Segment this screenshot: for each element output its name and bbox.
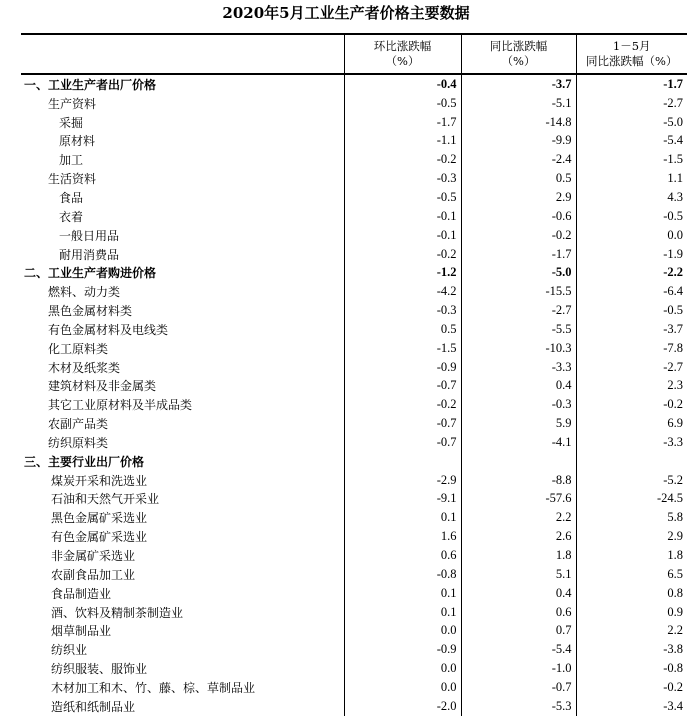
row-label: 衣着 <box>59 209 84 224</box>
row-mom-value: -1.5 <box>344 339 461 358</box>
row-mom-value: -0.1 <box>344 226 461 245</box>
table-row <box>21 113 687 132</box>
row-mom-value: 0.1 <box>344 508 461 527</box>
row-mom-value: 0.1 <box>344 603 461 622</box>
row-label: 采掘 <box>59 115 84 130</box>
row-label: 造纸和纸制品业 <box>51 699 136 714</box>
header-ytd-line1: 1－5月 <box>612 39 651 53</box>
table-row <box>21 621 687 640</box>
row-ytd-value: -2.2 <box>576 263 687 282</box>
table-row <box>21 358 687 377</box>
table-row <box>21 490 687 509</box>
row-mom-value: -0.4 <box>344 74 461 94</box>
row-ytd-value: -24.5 <box>576 490 687 509</box>
row-yoy-value: -5.5 <box>461 320 576 339</box>
row-yoy-value: -2.7 <box>461 301 576 320</box>
row-mom-value: -2.9 <box>344 471 461 490</box>
row-ytd-value: -1.9 <box>576 245 687 264</box>
table-row <box>21 678 687 697</box>
row-ytd-value: 4.3 <box>576 188 687 207</box>
table-row <box>21 169 687 188</box>
row-yoy-value: 5.9 <box>461 414 576 433</box>
row-yoy-value: 0.7 <box>461 621 576 640</box>
row-mom-value: -0.5 <box>344 188 461 207</box>
row-ytd-value: -0.2 <box>576 678 687 697</box>
row-mom-value: -0.2 <box>344 150 461 169</box>
table-row <box>21 546 687 565</box>
row-mom-value: -0.2 <box>344 395 461 414</box>
header-mom-line1: 环比涨跌幅 <box>373 39 432 53</box>
table-row <box>21 94 687 113</box>
row-yoy-value: 0.4 <box>461 584 576 603</box>
table-row <box>21 263 687 282</box>
table-row <box>21 320 687 339</box>
row-mom-value: -1.2 <box>344 263 461 282</box>
row-yoy-value: 1.8 <box>461 546 576 565</box>
table-row <box>21 452 687 471</box>
table-row <box>21 150 687 169</box>
row-yoy-value: 2.9 <box>461 188 576 207</box>
row-label: 食品制造业 <box>51 586 112 601</box>
table-row <box>21 74 687 94</box>
row-mom-value: -0.2 <box>344 245 461 264</box>
row-mom-value: -1.1 <box>344 132 461 151</box>
table-row <box>21 659 687 678</box>
row-ytd-value: -0.2 <box>576 395 687 414</box>
row-ytd-value: -0.8 <box>576 659 687 678</box>
row-yoy-value: -1.0 <box>461 659 576 678</box>
row-ytd-value: -5.4 <box>576 132 687 151</box>
row-ytd-value: -2.7 <box>576 358 687 377</box>
row-yoy-value: 0.6 <box>461 603 576 622</box>
row-ytd-value: -6.4 <box>576 282 687 301</box>
table-row <box>21 414 687 433</box>
row-ytd-value: 2.3 <box>576 377 687 396</box>
table-row <box>21 584 687 603</box>
row-yoy-value: 2.6 <box>461 527 576 546</box>
table-row <box>21 395 687 414</box>
table-row <box>21 245 687 264</box>
row-label: 加工 <box>59 153 84 168</box>
row-yoy-value: -5.1 <box>461 94 576 113</box>
row-yoy-value <box>461 452 576 471</box>
row-ytd-value: 0.8 <box>576 584 687 603</box>
row-yoy-value: 0.5 <box>461 169 576 188</box>
price-data-table <box>21 33 687 716</box>
row-ytd-value: 1.1 <box>576 169 687 188</box>
row-mom-value: 0.0 <box>344 621 461 640</box>
header-blank <box>21 34 344 74</box>
row-yoy-value: -4.1 <box>461 433 576 452</box>
row-ytd-value: -3.3 <box>576 433 687 452</box>
row-label: 有色金属矿采选业 <box>51 530 148 545</box>
row-mom-value: -0.1 <box>344 207 461 226</box>
table-row <box>21 527 687 546</box>
table-row <box>21 226 687 245</box>
row-mom-value: 0.0 <box>344 659 461 678</box>
row-label: 木材及纸浆类 <box>48 360 121 375</box>
row-yoy-value: -5.4 <box>461 640 576 659</box>
row-mom-value: -0.3 <box>344 169 461 188</box>
row-yoy-value: -3.7 <box>461 74 576 94</box>
row-ytd-value: -2.7 <box>576 94 687 113</box>
row-label: 一、工业生产者出厂价格 <box>24 77 157 92</box>
row-label: 化工原料类 <box>48 341 109 356</box>
row-label: 酒、饮料及精制茶制造业 <box>51 605 184 620</box>
row-mom-value: 0.6 <box>344 546 461 565</box>
row-label: 木材加工和木、竹、藤、棕、草制品业 <box>51 680 256 695</box>
row-label: 黑色金属矿采选业 <box>51 511 148 526</box>
row-label: 纺织业 <box>51 643 88 658</box>
row-ytd-value: 0.9 <box>576 603 687 622</box>
table-row <box>21 603 687 622</box>
row-ytd-value: 2.9 <box>576 527 687 546</box>
row-label: 农副产品类 <box>48 417 109 432</box>
row-yoy-value: -3.3 <box>461 358 576 377</box>
table-row <box>21 132 687 151</box>
row-label: 生活资料 <box>48 172 97 187</box>
row-label: 农副食品加工业 <box>51 567 136 582</box>
row-mom-value: 1.6 <box>344 527 461 546</box>
row-yoy-value: -10.3 <box>461 339 576 358</box>
row-yoy-value: -9.9 <box>461 132 576 151</box>
row-label: 食品 <box>59 190 84 205</box>
table-header-row <box>21 34 687 74</box>
row-ytd-value: 6.9 <box>576 414 687 433</box>
row-ytd-value: 0.0 <box>576 226 687 245</box>
row-yoy-value: 2.2 <box>461 508 576 527</box>
row-mom-value: -0.8 <box>344 565 461 584</box>
table-row <box>21 188 687 207</box>
row-ytd-value: -1.7 <box>576 74 687 94</box>
row-mom-value <box>344 452 461 471</box>
row-ytd-value: 6.5 <box>576 565 687 584</box>
row-ytd-value: 1.8 <box>576 546 687 565</box>
table-body <box>21 74 687 716</box>
row-label: 纺织服装、服饰业 <box>51 662 148 677</box>
row-ytd-value: -7.8 <box>576 339 687 358</box>
row-mom-value: -4.2 <box>344 282 461 301</box>
row-label: 生产资料 <box>48 96 97 111</box>
row-yoy-value: -57.6 <box>461 490 576 509</box>
table-row <box>21 471 687 490</box>
row-yoy-value: -14.8 <box>461 113 576 132</box>
row-mom-value: 0.1 <box>344 584 461 603</box>
row-ytd-value <box>576 452 687 471</box>
row-yoy-value: -1.7 <box>461 245 576 264</box>
row-ytd-value: -3.4 <box>576 697 687 716</box>
row-mom-value: -0.7 <box>344 433 461 452</box>
row-label: 一般日用品 <box>59 228 120 243</box>
table-row <box>21 282 687 301</box>
row-label: 烟草制品业 <box>51 624 112 639</box>
table-row <box>21 433 687 452</box>
table-row <box>21 697 687 716</box>
header-ytd <box>576 34 687 74</box>
row-label: 燃料、动力类 <box>48 285 121 300</box>
row-yoy-value: -5.3 <box>461 697 576 716</box>
row-ytd-value: -1.5 <box>576 150 687 169</box>
row-label: 三、主要行业出厂价格 <box>24 454 145 469</box>
row-ytd-value: -0.5 <box>576 207 687 226</box>
row-mom-value: -9.1 <box>344 490 461 509</box>
row-label: 非金属矿采选业 <box>51 549 136 564</box>
row-label: 原材料 <box>59 134 96 149</box>
header-yoy <box>461 34 576 74</box>
row-ytd-value: 2.2 <box>576 621 687 640</box>
header-mom-line2: （%） <box>385 54 420 68</box>
header-ytd-line2: 同比涨跌幅（%） <box>586 54 678 68</box>
row-yoy-value: -0.6 <box>461 207 576 226</box>
table-row <box>21 508 687 527</box>
row-ytd-value: 5.8 <box>576 508 687 527</box>
row-mom-value: -0.9 <box>344 640 461 659</box>
row-yoy-value: -0.2 <box>461 226 576 245</box>
row-mom-value: 0.5 <box>344 320 461 339</box>
row-ytd-value: -5.2 <box>576 471 687 490</box>
row-ytd-value: -5.0 <box>576 113 687 132</box>
row-mom-value: -2.0 <box>344 697 461 716</box>
row-yoy-value: -0.3 <box>461 395 576 414</box>
row-label: 有色金属材料及电线类 <box>48 322 169 337</box>
table-row <box>21 640 687 659</box>
header-yoy-line1: 同比涨跌幅 <box>489 39 548 53</box>
row-yoy-value: -15.5 <box>461 282 576 301</box>
table-row <box>21 377 687 396</box>
row-yoy-value: 5.1 <box>461 565 576 584</box>
row-label: 石油和天然气开采业 <box>51 492 160 507</box>
row-ytd-value: -3.7 <box>576 320 687 339</box>
row-mom-value: -0.5 <box>344 94 461 113</box>
table-row <box>21 207 687 226</box>
row-label: 二、工业生产者购进价格 <box>24 266 157 281</box>
row-label: 黑色金属材料类 <box>48 304 133 319</box>
row-yoy-value: -0.7 <box>461 678 576 697</box>
row-ytd-value: -3.8 <box>576 640 687 659</box>
row-label: 纺织原料类 <box>48 435 109 450</box>
row-mom-value: -0.7 <box>344 414 461 433</box>
row-ytd-value: -0.5 <box>576 301 687 320</box>
row-label: 煤炭开采和洗选业 <box>51 473 148 488</box>
row-label: 其它工业原材料及半成品类 <box>48 398 193 413</box>
row-mom-value: -0.9 <box>344 358 461 377</box>
table-row <box>21 301 687 320</box>
header-yoy-line2: （%） <box>501 54 536 68</box>
header-mom <box>344 34 461 74</box>
row-label: 耐用消费品 <box>59 247 120 262</box>
table-row <box>21 339 687 358</box>
table-row <box>21 565 687 584</box>
row-yoy-value: -5.0 <box>461 263 576 282</box>
row-yoy-value: -2.4 <box>461 150 576 169</box>
row-mom-value: 0.0 <box>344 678 461 697</box>
row-yoy-value: -8.8 <box>461 471 576 490</box>
row-mom-value: -0.7 <box>344 377 461 396</box>
row-mom-value: -0.3 <box>344 301 461 320</box>
row-yoy-value: 0.4 <box>461 377 576 396</box>
row-mom-value: -1.7 <box>344 113 461 132</box>
row-label: 建筑材料及非金属类 <box>48 379 157 394</box>
page-title: 2020年5月工业生产者价格主要数据 <box>222 4 470 22</box>
